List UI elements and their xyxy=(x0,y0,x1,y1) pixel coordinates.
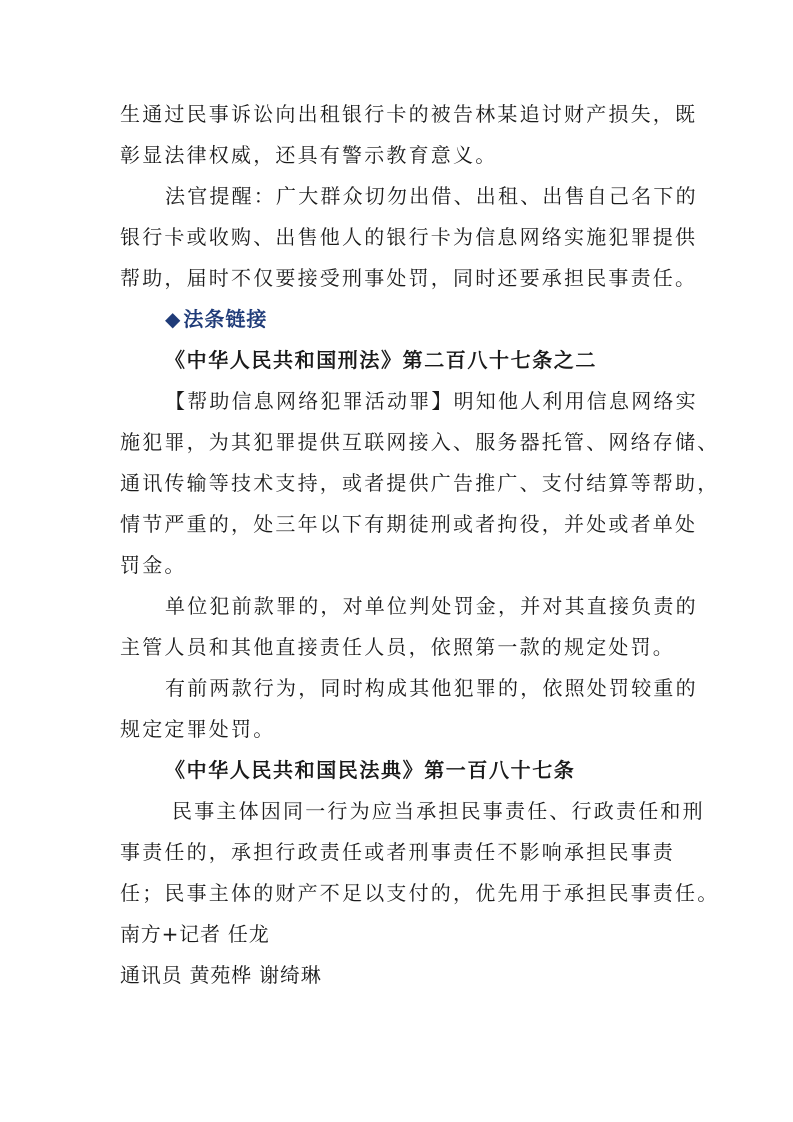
law-text-line: 单位犯前款罪的，对单位判处罚金，并对其直接负责的 xyxy=(165,594,698,618)
paragraph-line: 生通过民事诉讼向出租银行卡的被告林某追讨财产损失，既 xyxy=(120,102,698,126)
civil-code-heading: 《中华人民共和国民法典》第一百八十七条 xyxy=(165,758,576,782)
law-text-line: 【帮助信息网络犯罪活动罪】明知他人利用信息网络实 xyxy=(165,389,698,413)
reminder-line: 银行卡或收购、出售他人的银行卡为信息网络实施犯罪提供 xyxy=(120,225,698,249)
law-text-line: 主管人员和其他直接责任人员，依照第一款的规定处罚。 xyxy=(120,635,675,659)
reminder-line: 帮助，届时不仅要接受刑事处罚，同时还要承担民事责任。 xyxy=(120,266,698,290)
law-text-line: 情节严重的，处三年以下有期徒刑或者拘役，并处或者单处 xyxy=(120,512,698,536)
criminal-law-heading: 《中华人民共和国刑法》第二百八十七条之二 xyxy=(165,348,597,372)
reporter-byline: 南方+记者 任龙 xyxy=(120,922,270,946)
law-text-line: 通讯传输等技术支持，或者提供广告推广、支付结算等帮助， xyxy=(120,471,720,495)
section-title-text: 法条链接 xyxy=(183,307,268,331)
section-title xyxy=(165,305,267,333)
reminder-line: 法官提醒：广大群众切勿出借、出租、出售自己名下的 xyxy=(165,184,698,208)
diamond-bullet-icon: ◆ xyxy=(165,307,182,331)
law-text-line: 施犯罪，为其犯罪提供互联网接入、服务器托管、网络存储、 xyxy=(120,430,720,454)
law-text-line: 罚金。 xyxy=(120,553,187,577)
correspondents-byline: 通讯员 黄苑桦 谢绮琳 xyxy=(120,963,322,987)
law-text-line: 规定定罪处罚。 xyxy=(120,717,276,741)
law-text-line: 有前两款行为，同时构成其他犯罪的，依照处罚较重的 xyxy=(165,676,698,700)
paragraph-line: 彰显法律权威，还具有警示教育意义。 xyxy=(120,143,498,167)
law-text-line: 任；民事主体的财产不足以支付的，优先用于承担民事责任。 xyxy=(120,881,720,905)
law-text-line: 民事主体因同一行为应当承担民事责任、行政责任和刑 xyxy=(172,799,705,823)
law-text-line: 事责任的，承担行政责任或者刑事责任不影响承担民事责 xyxy=(120,840,675,864)
